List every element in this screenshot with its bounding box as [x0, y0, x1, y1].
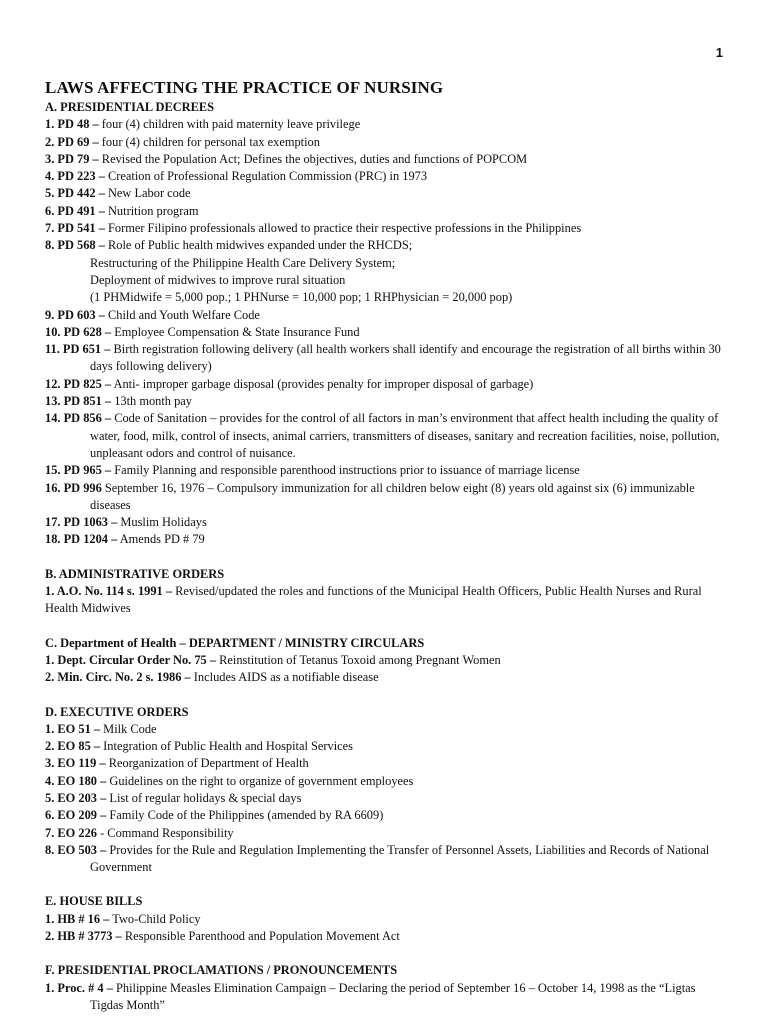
list-item [45, 393, 725, 410]
section-heading-presidential-proclamations: F. PRESIDENTIAL PROCLAMATIONS / PRONOUNCEMENTS [45, 963, 398, 978]
item-text: Family Planning and responsible parenthood instructions prior to issuance of marriage license [111, 463, 580, 478]
item-text: Revised/updated the roles and functions of the Municipal Health Officers, Public Health Nurses and Rural Health Midwives [45, 584, 702, 616]
list-item [45, 341, 725, 376]
item-label: 2. HB # 3773 – [45, 929, 122, 944]
item-text: September 16, 1976 – Compulsory immunization for all children below eight (8) years old against six (6) immunizable diseases [90, 480, 695, 512]
item-text: Amends PD # 79 [117, 532, 205, 547]
list-item [45, 237, 725, 254]
item-label: 11. PD 651 – [45, 342, 111, 357]
list-item [45, 531, 725, 548]
item-label: 1. EO 51 – [45, 721, 101, 736]
item-text: Revised the Population Act; Defines the objectives, duties and functions of POPCOM [98, 151, 528, 166]
item-text: Anti- improper garbage disposal (provides penalty for improper disposal of garbage) [111, 376, 534, 391]
section-heading-department-circulars: C. Department of Health – DEPARTMENT / MINISTRY CIRCULARS [45, 635, 425, 650]
item-label: 12. PD 825 – [45, 376, 112, 391]
item-label: 16. PD 996 [45, 480, 102, 495]
item-label: 13. PD 851 – [45, 394, 112, 409]
item-label: 6. PD 491 – [45, 203, 105, 218]
list-item [45, 151, 725, 168]
section-heading-executive-orders: D. EXECUTIVE ORDERS [45, 704, 189, 719]
list-item [45, 928, 725, 945]
item-label: 1. Proc. # 4 – [45, 980, 113, 995]
list-item [45, 220, 725, 237]
item-text: Birth registration following delivery (all health workers shall identify and encourage the registration of all births within 30 days following delivery) [90, 342, 721, 374]
page-number: 1 [715, 45, 723, 60]
item-text: Employee Compensation & State Insurance Fund [111, 324, 360, 339]
list-item [45, 790, 725, 807]
item-text: Nutrition program [104, 203, 199, 218]
item-text: Code of Sanitation – provides for the control of all factors in man’s environment that affect health including the quality of water, food, milk, control of insects, animal carriers, transmitters of diseases, sanitary and recreation facilities, noise, pollution, unpleasant odors and control of nuisance. [90, 411, 720, 460]
list-item [45, 203, 725, 220]
list-item [45, 807, 725, 824]
list-item [45, 410, 725, 462]
section-heading-presidential-decrees: A. PRESIDENTIAL DECREES [45, 100, 215, 114]
item-label: 6. EO 209 – [45, 808, 107, 823]
list-item [45, 376, 725, 393]
item-label: 15. PD 965 – [45, 463, 112, 478]
list-item [45, 462, 725, 479]
document-body [45, 78, 725, 1014]
section-heading-administrative-orders: B. ADMINISTRATIVE ORDERS [45, 566, 225, 581]
item-text: four (4) children for personal tax exemption [98, 134, 320, 149]
item-text: New Labor code [104, 186, 191, 201]
list-item [45, 324, 725, 341]
item-text: Milk Code [100, 721, 157, 736]
item-text: Reinstitution of Tetanus Toxoid among Pregnant Women [216, 652, 501, 667]
item-text: Responsible Parenthood and Population Movement Act [121, 929, 400, 944]
item-label: 1. Dept. Circular Order No. 75 – [45, 652, 217, 667]
document-title: LAWS AFFECTING THE PRACTICE OF NURSING [45, 78, 444, 97]
item-label: 10. PD 628 – [45, 324, 112, 339]
list-subline: (1 PHMidwife = 5,000 pop.; 1 PHNurse = 10,000 pop; 1 RHPhysician = 20,000 pop) [90, 290, 513, 305]
list-item [45, 669, 725, 686]
list-item [45, 652, 725, 669]
item-label: 1. A.O. No. 114 s. 1991 – [45, 584, 173, 599]
item-text: Family Code of the Philippines (amended by RA 6609) [106, 808, 384, 823]
item-text: Includes AIDS as a notifiable disease [190, 670, 379, 685]
item-text: Reorganization of Department of Health [105, 756, 309, 771]
item-text: - Command Responsibility [96, 825, 234, 840]
item-text: four (4) children with paid maternity leave privilege [98, 117, 361, 132]
list-item [45, 307, 725, 324]
item-text: Muslim Holidays [117, 515, 207, 530]
item-text: Role of Public health midwives expanded under the RHCDS; [104, 238, 413, 253]
item-text: 13th month pay [111, 394, 192, 409]
section-heading-house-bills: E. HOUSE BILLS [45, 894, 143, 909]
section-list-presidential-decrees [45, 116, 725, 548]
list-item [45, 738, 725, 755]
item-label: 3. EO 119 – [45, 756, 106, 771]
item-label: 4. PD 223 – [45, 169, 105, 184]
item-text: Integration of Public Health and Hospital Services [100, 739, 353, 754]
list-item [45, 842, 725, 877]
item-text: Philippine Measles Elimination Campaign – Declaring the period of September 16 – October 14, 1998 as the “Ligtas Tigdas Month” [90, 980, 696, 1012]
item-label: 2. Min. Circ. No. 2 s. 1986 – [45, 670, 191, 685]
item-label: 2. EO 85 – [45, 739, 101, 754]
item-label: 5. PD 442 – [45, 186, 105, 201]
item-label: 1. HB # 16 – [45, 911, 110, 926]
item-label: 2. PD 69 – [45, 134, 99, 149]
item-text: Guidelines on the right to organize of government employees [106, 773, 414, 788]
list-item [45, 116, 725, 133]
item-label: 5. EO 203 – [45, 790, 107, 805]
item-label: 8. EO 503 – [45, 842, 107, 857]
item-label: 17. PD 1063 – [45, 515, 118, 530]
list-item [45, 168, 725, 185]
item-text: Provides for the Rule and Regulation Implementing the Transfer of Personnel Assets, Liabilities and Records of National Government [90, 842, 710, 875]
list-item [45, 134, 725, 151]
item-label: 9. PD 603 – [45, 307, 105, 322]
list-item [45, 185, 725, 202]
item-label: 1. PD 48 – [45, 117, 99, 132]
list-item [45, 911, 725, 928]
list-item [45, 773, 725, 790]
item-text: List of regular holidays & special days [106, 790, 302, 805]
item-label: 7. PD 541 – [45, 221, 105, 236]
item-label: 3. PD 79 – [45, 151, 99, 166]
item-text: Former Filipino professionals allowed to practice their respective professions in the Philippines [104, 221, 582, 236]
list-item [45, 980, 725, 1015]
list-item [45, 514, 725, 531]
item-label: 14. PD 856 – [45, 411, 112, 426]
list-item [45, 480, 725, 515]
list-subline: Restructuring of the Philippine Health Care Delivery System; [90, 255, 396, 270]
list-item [45, 583, 725, 618]
item-text: Creation of Professional Regulation Commission (PRC) in 1973 [104, 169, 428, 184]
item-text: Two-Child Policy [109, 911, 201, 926]
item-text: Child and Youth Welfare Code [104, 307, 260, 322]
list-item [45, 721, 725, 738]
item-label: 8. PD 568 – [45, 238, 105, 253]
list-subline: Deployment of midwives to improve rural situation [90, 272, 346, 287]
item-label: 4. EO 180 – [45, 773, 107, 788]
list-item [45, 755, 725, 772]
item-label: 18. PD 1204 – [45, 532, 118, 547]
item-label: 7. EO 226 [45, 825, 97, 840]
list-item [45, 825, 725, 842]
